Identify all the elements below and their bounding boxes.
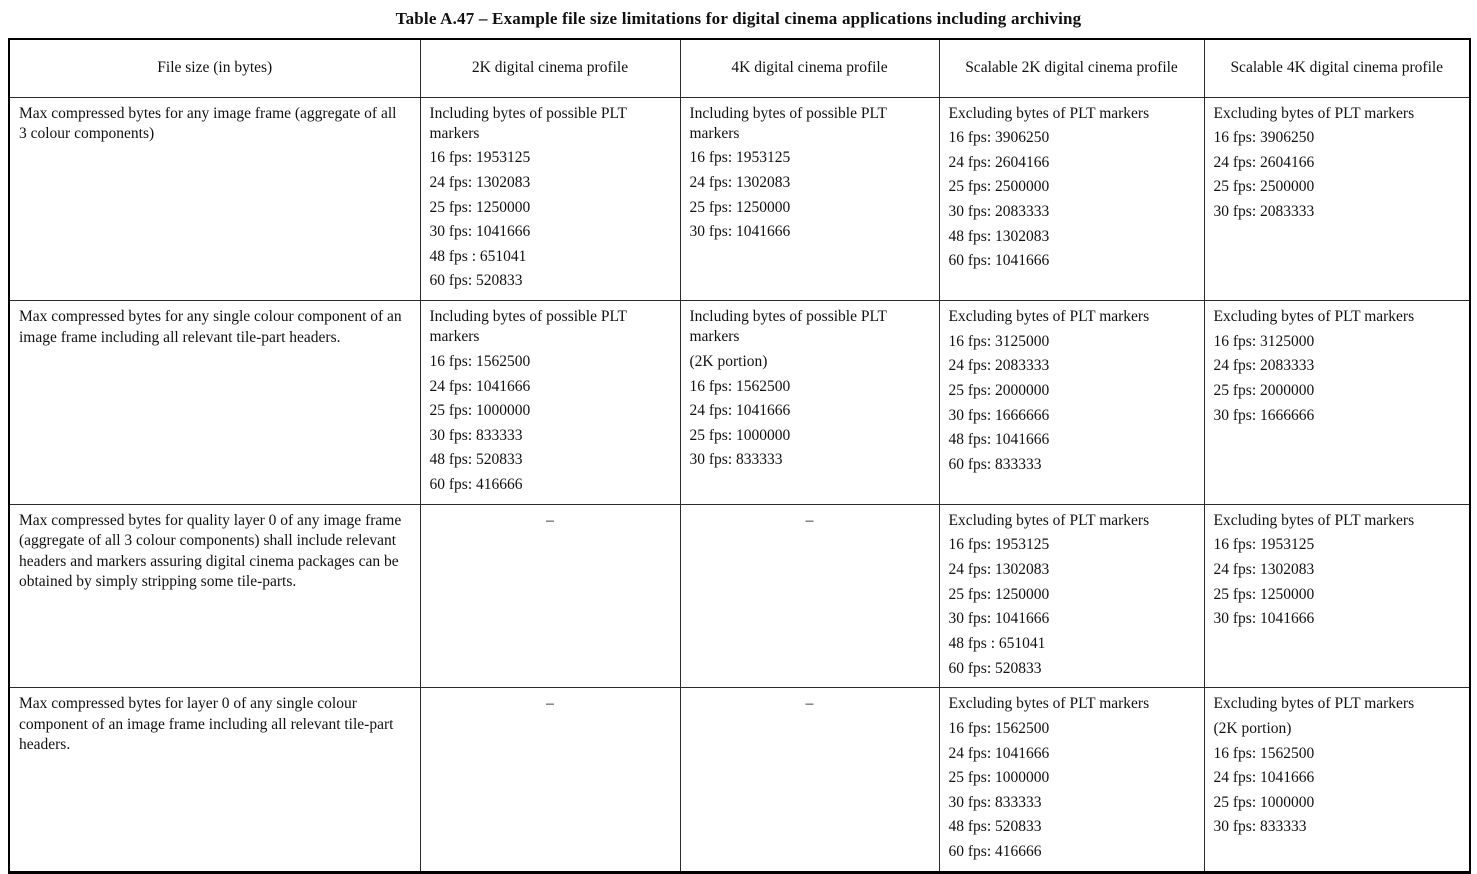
value-line: 16 fps: 3906250	[948, 129, 1050, 147]
value-cell	[680, 301, 939, 505]
table-row	[9, 301, 1470, 505]
value-line: Including bytes of possible PLT markers	[429, 104, 627, 142]
value-line: 24 fps: 2604166	[1213, 153, 1315, 171]
row-label-cell	[9, 688, 420, 872]
value-line: 25 fps: 1000000	[429, 402, 531, 420]
value-line: 60 fps: 520833	[429, 272, 523, 290]
row-label-cell	[9, 504, 420, 687]
table-header-row	[9, 39, 1470, 97]
value-cell	[939, 301, 1204, 505]
value-line: 25 fps: 1000000	[948, 769, 1050, 787]
value-line: –	[805, 695, 814, 713]
value-line: 30 fps: 1041666	[689, 223, 791, 241]
value-line: –	[546, 511, 554, 529]
value-line: Excluding bytes of PLT markers	[948, 104, 1150, 122]
value-line: 48 fps : 651041	[948, 634, 1046, 652]
value-cell	[420, 504, 680, 687]
value-line: 30 fps: 2083333	[948, 203, 1050, 221]
value-line: 25 fps: 1250000	[429, 198, 531, 216]
value-line: 24 fps: 1041666	[948, 744, 1050, 762]
value-line: 16 fps: 1562500	[1213, 744, 1315, 762]
value-line: 60 fps: 520833	[948, 659, 1042, 677]
value-line: Including bytes of possible PLT markers	[429, 308, 627, 346]
value-line: (2K portion)	[1213, 719, 1292, 737]
row-label: Max compressed bytes for any single colour component of an image frame including all relevant tile-part headers.	[19, 308, 402, 346]
value-line: 16 fps: 1953125	[689, 149, 791, 167]
value-line: 16 fps: 1562500	[948, 719, 1050, 737]
value-line: 24 fps: 1041666	[429, 377, 531, 395]
value-cell	[939, 504, 1204, 687]
value-line: 25 fps: 1250000	[1213, 585, 1315, 603]
value-line: 48 fps: 520833	[429, 451, 523, 469]
row-label: Max compressed bytes for quality layer 0 of any image frame (aggregate of all 3 colour components) shall include relevant headers and markers assuring digital cinema packages can be obtained by simply stripping some tile-parts.	[19, 511, 402, 591]
value-line: 24 fps: 2083333	[1213, 357, 1315, 375]
value-line: 25 fps: 1000000	[689, 426, 791, 444]
value-line: 30 fps: 1666666	[948, 406, 1050, 424]
file-size-limits-table	[8, 38, 1471, 874]
value-line: 16 fps: 1953125	[948, 536, 1050, 554]
value-line: Excluding bytes of PLT markers	[1213, 695, 1415, 713]
table-row	[9, 97, 1470, 301]
header-scalable-4k-profile: Scalable 4K digital cinema profile	[1204, 39, 1470, 97]
value-line: –	[546, 695, 554, 713]
value-line: 30 fps: 1666666	[1213, 406, 1315, 424]
value-line: 25 fps: 1000000	[1213, 793, 1315, 811]
value-cell	[1204, 301, 1470, 505]
value-cell	[420, 301, 680, 505]
value-cell	[680, 504, 939, 687]
value-line: 16 fps: 1562500	[429, 352, 531, 370]
value-cell	[1204, 504, 1470, 687]
value-line: 16 fps: 3906250	[1213, 129, 1315, 147]
header-file-size: File size (in bytes)	[9, 39, 420, 97]
table-body	[9, 97, 1470, 872]
value-line: (2K portion)	[689, 352, 768, 370]
value-cell	[1204, 688, 1470, 872]
table-row	[9, 688, 1470, 872]
value-line: 48 fps : 651041	[429, 247, 527, 265]
value-line: Excluding bytes of PLT markers	[1213, 104, 1415, 122]
value-line: 16 fps: 1953125	[429, 149, 531, 167]
table-row	[9, 504, 1470, 687]
value-line: 24 fps: 2604166	[948, 153, 1050, 171]
header-2k-profile: 2K digital cinema profile	[420, 39, 680, 97]
value-line: 30 fps: 833333	[1213, 818, 1307, 836]
value-line: 24 fps: 1041666	[689, 402, 791, 420]
value-line: 60 fps: 416666	[948, 843, 1042, 861]
table-caption: Table A.47 – Example file size limitations for digital cinema applications including archiving	[395, 9, 1082, 28]
value-line: 25 fps: 2000000	[1213, 382, 1315, 400]
value-line: 60 fps: 833333	[948, 455, 1042, 473]
value-line: 16 fps: 3125000	[948, 332, 1050, 350]
value-cell	[680, 688, 939, 872]
value-line: 16 fps: 3125000	[1213, 332, 1315, 350]
value-cell	[939, 97, 1204, 301]
value-line: 25 fps: 2000000	[948, 382, 1050, 400]
value-line: Including bytes of possible PLT markers	[689, 104, 887, 142]
value-cell	[420, 97, 680, 301]
value-line: 60 fps: 416666	[429, 476, 523, 494]
row-label: Max compressed bytes for layer 0 of any single colour component of an image frame including all relevant tile-part headers.	[19, 695, 394, 754]
value-line: –	[805, 511, 814, 529]
value-line: Excluding bytes of PLT markers	[1213, 308, 1415, 326]
value-line: 25 fps: 2500000	[948, 178, 1050, 196]
value-line: 48 fps: 520833	[948, 818, 1042, 836]
value-line: 30 fps: 1041666	[1213, 610, 1315, 628]
value-line: 30 fps: 833333	[689, 451, 783, 469]
header-4k-profile: 4K digital cinema profile	[680, 39, 939, 97]
row-label: Max compressed bytes for any image frame (aggregate of all 3 colour components)	[19, 104, 397, 142]
value-cell	[680, 97, 939, 301]
value-line: 30 fps: 1041666	[948, 610, 1050, 628]
value-line: Excluding bytes of PLT markers	[948, 511, 1150, 529]
value-cell	[939, 688, 1204, 872]
value-line: 25 fps: 1250000	[948, 585, 1050, 603]
value-line: Excluding bytes of PLT markers	[1213, 511, 1415, 529]
value-line: Excluding bytes of PLT markers	[948, 695, 1150, 713]
value-line: 30 fps: 2083333	[1213, 203, 1315, 221]
value-line: 24 fps: 1302083	[689, 173, 791, 191]
row-label-cell	[9, 97, 420, 301]
value-line: 16 fps: 1953125	[1213, 536, 1315, 554]
value-line: Excluding bytes of PLT markers	[948, 308, 1150, 326]
value-line: 30 fps: 833333	[429, 426, 523, 444]
value-line: 30 fps: 833333	[948, 793, 1042, 811]
value-line: 60 fps: 1041666	[948, 252, 1050, 270]
value-line: 24 fps: 1302083	[948, 561, 1050, 579]
value-line: 48 fps: 1302083	[948, 227, 1050, 245]
value-line: 16 fps: 1562500	[689, 377, 791, 395]
value-line: 24 fps: 1302083	[1213, 561, 1315, 579]
value-line: 30 fps: 1041666	[429, 223, 531, 241]
row-label-cell	[9, 301, 420, 505]
value-line: 25 fps: 2500000	[1213, 178, 1315, 196]
value-line: 25 fps: 1250000	[689, 198, 791, 216]
header-scalable-2k-profile: Scalable 2K digital cinema profile	[939, 39, 1204, 97]
value-line: 24 fps: 1302083	[429, 173, 531, 191]
value-line: 48 fps: 1041666	[948, 431, 1050, 449]
value-line: 24 fps: 2083333	[948, 357, 1050, 375]
value-cell	[1204, 97, 1470, 301]
value-cell	[420, 688, 680, 872]
value-line: Including bytes of possible PLT markers	[689, 308, 887, 346]
value-line: 24 fps: 1041666	[1213, 769, 1315, 787]
